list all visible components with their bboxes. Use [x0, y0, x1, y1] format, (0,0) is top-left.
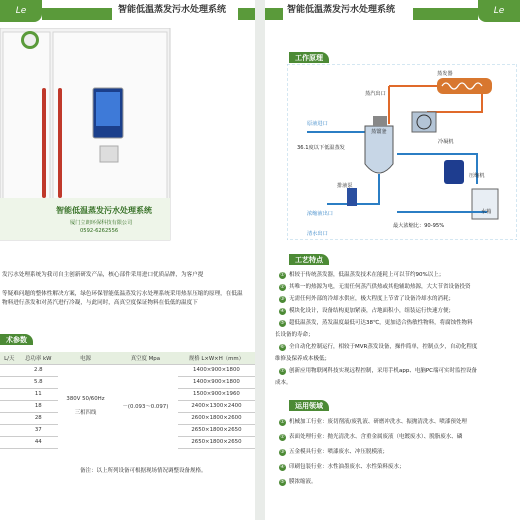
power-cell: 37 — [19, 424, 59, 436]
principle-tab: 工作原理 — [289, 52, 329, 63]
label-evaporator: 蒸馏釜 — [371, 129, 387, 135]
intro-line-2: 等疑难问题的整体性解决方案，绿色环保智能低温蒸发污水处理系统采用热泵压缩的原理，在低温 — [2, 291, 243, 297]
dimension-cell: 1500×900×1960 — [178, 388, 255, 400]
bullet-icon: ⑥ — [280, 344, 285, 350]
power-cell: 11 — [19, 388, 59, 400]
col-supply: 电源 — [58, 352, 113, 364]
label-pump: 排液泵 — [337, 183, 353, 189]
feature-text: 超低温蒸发，蒸发温度最低可达38℃，更加适合热敏性物料，将腐蚀性物料 — [289, 320, 473, 326]
bullet-icon: ① — [280, 419, 285, 425]
right-page — [265, 0, 520, 520]
power-cell: 2.8 — [19, 364, 59, 376]
feature-continuation: 成本。 — [275, 380, 292, 386]
bullet-icon: ① — [280, 272, 285, 278]
feature-continuation: 维修及保养成本极低； — [275, 356, 331, 362]
machine-phone: 0592-6262556 — [80, 228, 119, 234]
application-item — [279, 462, 405, 471]
label-steam-outlet: 蒸汽出口 — [365, 91, 386, 97]
bullet-icon: ④ — [280, 464, 285, 470]
dimension-cell: 1400×900×1800 — [178, 364, 255, 376]
dimension-cell: 2650×1800×2650 — [178, 436, 255, 448]
label-max-concentration: 最大浓缩比：90-95% — [393, 223, 445, 229]
table-note: 备注：以上所列设备可根据现场情况调整设备规格。 — [80, 468, 207, 474]
vacuum-cell: －(0.093～0.097) — [122, 404, 169, 411]
feature-text: 其唯一的热源为电，无需任何蒸汽供热或其他辅助热源，大大节省设备投资 — [289, 284, 471, 290]
bullet-icon: ⑤ — [280, 479, 285, 485]
application-item — [279, 477, 317, 486]
application-item — [279, 432, 462, 441]
left-page — [0, 0, 255, 520]
bullet-icon: ⑤ — [280, 320, 285, 326]
col-power: 总功率 kW — [19, 352, 59, 364]
table-header-row — [0, 352, 255, 364]
left-header-title: 智能低温蒸发污水处理系统 — [118, 5, 227, 15]
feature-item — [279, 282, 471, 291]
bullet-icon: ③ — [280, 449, 285, 455]
brand-logo-right — [478, 0, 520, 22]
label-compressor-top: 蒸发器 — [437, 71, 453, 77]
bullet-icon: ② — [280, 434, 285, 440]
header-bar — [413, 8, 478, 20]
bullet-icon: ③ — [280, 296, 285, 302]
feature-continuation: 长设备的寿命； — [275, 332, 314, 338]
header-bar — [42, 8, 112, 20]
power-cell: 28 — [19, 412, 59, 424]
page-gutter — [255, 0, 265, 520]
right-header-title: 智能低温蒸发污水处理系统 — [287, 5, 396, 15]
feature-text: 相较于传统蒸发器，低温蒸发技术在能耗上可以节约90%以上； — [289, 272, 445, 278]
bullet-icon: ④ — [280, 308, 285, 314]
supply-voltage: 380V 50/60Hz — [66, 396, 105, 403]
logo-text: Le — [15, 6, 27, 16]
application-text: 膜浓缩液。 — [289, 479, 317, 485]
intro-line-1: 发污水处理系统为我司自主创新研发产品，核心部件采用进口优质品牌，为客户提 — [2, 272, 204, 278]
label-compressor: 压缩机 — [469, 173, 485, 179]
feature-text: 全自动化控制运行，相较于MVR蒸发设备，操作简单，控制点少，自动化程度 — [289, 344, 478, 350]
col-vacuum: 真空度 Mpa — [113, 352, 178, 364]
dimension-cell: 2650×1800×2650 — [178, 424, 255, 436]
label-water-tank: 水箱 — [481, 209, 492, 215]
power-cell: 18 — [19, 400, 59, 412]
feature-item — [279, 366, 477, 375]
left-header — [0, 0, 255, 20]
power-supply-cell — [58, 364, 113, 448]
power-cell: 44 — [19, 436, 59, 448]
dimension-cell: 2600×1800×2600 — [178, 412, 255, 424]
machine-company: 厦门立朗环保科技有限公司 — [70, 220, 133, 226]
header-bar-left — [265, 8, 283, 20]
label-condenser: 冷凝机 — [438, 139, 454, 145]
application-text: 印刷包装行业：水性油墨废水、水性染料废水； — [289, 464, 405, 470]
feature-item — [279, 342, 477, 351]
label-water-outlet: 清水出口 — [307, 231, 328, 237]
feature-item — [279, 294, 454, 303]
bullet-icon: ⑦ — [280, 368, 285, 374]
params-tab: 术参数 — [0, 334, 33, 345]
dimension-cell: 2400×1300×2400 — [178, 400, 255, 412]
supply-phase: 三相四线 — [74, 410, 97, 417]
power-cell: 5.8 — [19, 376, 59, 388]
right-header — [265, 0, 520, 20]
application-item — [279, 447, 388, 456]
application-tab: 运用领域 — [289, 400, 329, 411]
machine-name: 智能低温蒸发污水处理系统 — [56, 206, 152, 215]
label-setting: 36.1度以下低温蒸发 — [297, 145, 345, 151]
label-waste-inlet: 原液进口 — [307, 121, 328, 127]
application-text: 机械加工行业：废切削液/废乳液、研磨冲洗水、振抛清洗水、喷漆预处理 — [289, 419, 467, 425]
application-text: 五金模具行业：喷漆废水、冲压脱模液； — [289, 449, 389, 455]
table-row — [0, 364, 255, 376]
feature-item — [279, 270, 444, 279]
features-tab: 工艺特点 — [289, 254, 329, 265]
bullet-icon: ② — [280, 284, 285, 290]
feature-text: 创新应用物联网科技实现远程控制，采用手机app、电脑PC端可实时监控设备 — [289, 368, 478, 374]
application-text: 表面处理行业：抛光清洗水、含重金属废液（电镀废水）、脱脂废水、磷 — [289, 434, 463, 440]
col-capacity: L/天 — [0, 352, 19, 364]
application-item — [279, 417, 467, 426]
header-bar-right — [238, 8, 255, 20]
feature-item — [279, 306, 454, 315]
label-concentrate-outlet: 浓缩液出口 — [307, 211, 333, 217]
params-table — [0, 352, 255, 449]
feature-item — [279, 318, 473, 327]
feature-text: 模块化设计，设备结构更加紧凑，占地面积小，组装运行快速方便； — [289, 308, 455, 314]
dimension-cell: 1400×900×1800 — [178, 376, 255, 388]
intro-line-3: 物料进行蒸发和对蒸汽进行冷凝，与此同时，高真空度保证物料在低低的温度下 — [2, 300, 198, 306]
brand-logo — [0, 0, 42, 22]
feature-text: 无需任何外部的冷却水供应，极大程度上节省了设备冷却水的消耗； — [289, 296, 455, 302]
col-dimensions: 规格 L×W×H（mm） — [178, 352, 255, 364]
logo-text-right: Le — [493, 6, 505, 16]
